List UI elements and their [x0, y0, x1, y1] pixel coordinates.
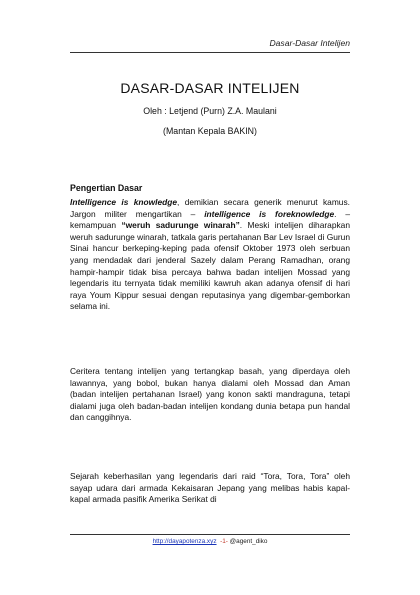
term-weruh-sadurunge-winarah: “weruh sadurunge winarah”: [121, 220, 240, 231]
footer-rule: [70, 534, 350, 535]
paragraph-1-text-a: , demikian secara generik menurut kamus. Jargon militer mengartikan –: [70, 197, 350, 219]
paragraph-1-text-c: . Meski intelijen diharapkan weruh sadurunge winarah, tatkala garis pertahanan Bar Lev Israel di Gurun Sinai hancur berkeping-keping pada ofensif Oktober 1973 oleh serbuan yang mendadak dari jenderal Sazely dalam Perang Ramadhan, orang hampir-hampir tidak bisa percaya bahwa badan intelijen Mossad yang legendaris itu ternyata tidak memiliki kawruh akan adanya ofensif di hari raya Youm Kippur sesuai dengan reputasinya yang digembar-gemborkan selama ini.: [70, 220, 350, 312]
paragraph-1-text-b: . – kemampuan: [70, 208, 351, 231]
paragraph-1: [70, 197, 350, 313]
page-number: -1-: [220, 538, 228, 545]
term-intelligence-knowledge: Intelligence is knowledge: [70, 197, 178, 207]
running-header: Dasar-Dasar Intelijen: [269, 38, 350, 48]
author-line: Oleh : Letjend (Purn) Z.A. Maulani: [143, 106, 277, 116]
document-title: DASAR-DASAR INTELIJEN: [120, 80, 300, 96]
header-rule: [70, 52, 350, 53]
section-heading: Pengertian Dasar: [70, 183, 143, 193]
paragraph-2: Ceritera tentang intelijen yang tertangkap basah, yang diperdaya oleh lawannya, yang bobol, bukan hanya dialami oleh Mossad dan Aman (badan intelijen pertahanan Israel) yang konon sakti mandraguna, tetapi dialami juga oleh badan-badan intelijen kondang dunia betapa pun handal dan canggihnya.: [70, 366, 350, 423]
footer-handle: @agent_diko: [229, 538, 268, 545]
page-footer: [70, 538, 350, 545]
paragraph-3: Sejarah keberhasilan yang legendaris dari raid “Tora, Tora, Tora” oleh sayap udara dari armada Kekaisaran Jepang yang melibas habis kapal-kapal armada pasifik Amerika Serikat di: [70, 471, 350, 505]
footer-link[interactable]: http://dayapotenza.xyz: [152, 538, 217, 545]
term-intelligence-foreknowledge: intelligence is foreknowledge: [204, 208, 335, 219]
author-affiliation: (Mantan Kepala BAKIN): [163, 126, 257, 136]
